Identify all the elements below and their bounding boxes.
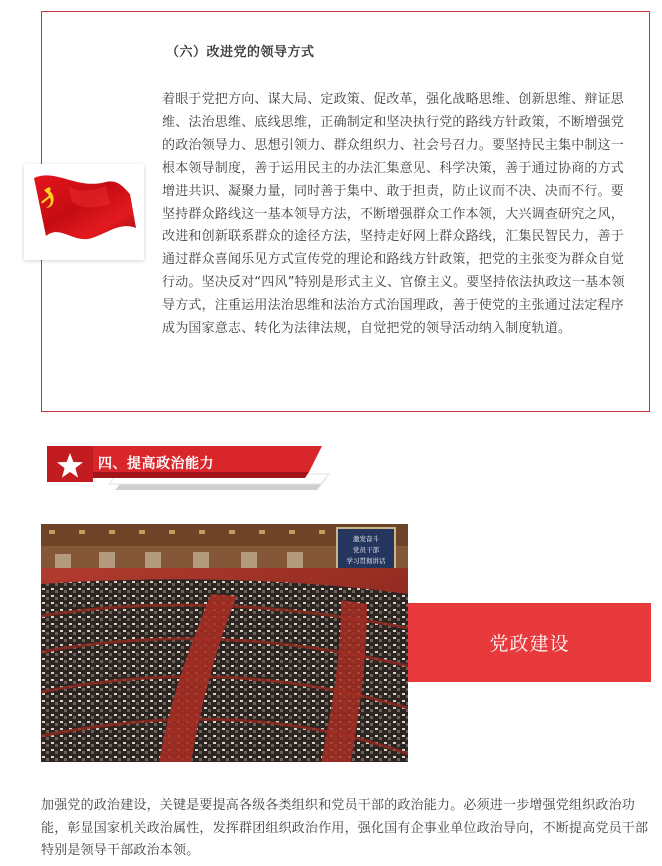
assembly-hall-photo bbox=[41, 524, 408, 762]
party-flag-icon bbox=[24, 164, 144, 260]
screen-line-1: 激发奋斗 bbox=[353, 535, 379, 543]
section-body-text: 着眼于党把方向、谋大局、定政策、促改革，强化战略思维、创新思维、辩证思维、法治思维、底线思维，正确制定和坚决执行党的路线方针政策，不断增强党的政治领导力、思想引领力、群众组织力、社会号召力。要坚持民主集中制这一根本领导制度，善于运用民主的办法汇集意见、科学决策，善于通过协商的方式增进共识、凝聚力量，同时善于集中、敢于担责，防止议而不决、决而不行。要坚持群众路线这一基本领导方法，不断增强群众工作本领，大兴调查研究之风，改进和创新联系群众的途径方法，坚持走好网上群众路线，汇集民智民力，善于通过群众喜闻乐见方式宣传党的理论和路线方针政策，把党的主张变为群众自觉行动。坚决反对“四风”特别是形式主义、官僚主义。要坚持依法执政这一基本领导方式，注重运用法治思维和法治方式治国理政，善于使党的主张通过法定程序成为国家意志、转化为法律法规，自觉把党的领导活动纳入制度轨道。 bbox=[162, 92, 625, 337]
screen-line-3: 学习贯彻讲话 bbox=[346, 557, 386, 565]
flag-card bbox=[24, 164, 144, 260]
screen-line-2: 党员干部 bbox=[353, 546, 379, 554]
section-heading: （六）改进党的领导方式 bbox=[166, 45, 315, 60]
category-panel bbox=[408, 603, 651, 682]
section4-body-text: 加强党的政治建设，关键是要提高各级各类组织和党员干部的政治能力。必须进一步增强党组织政治功能，彰显国家机关政治属性，发挥群团组织政治作用，强化国有企事业单位政治导向，不断提高党员干部特别是领导干部政治本领。 bbox=[41, 798, 649, 858]
section-title: 四、提高政治能力 bbox=[98, 456, 214, 472]
category-label: 党政建设 bbox=[489, 633, 570, 655]
star-icon bbox=[56, 452, 84, 479]
